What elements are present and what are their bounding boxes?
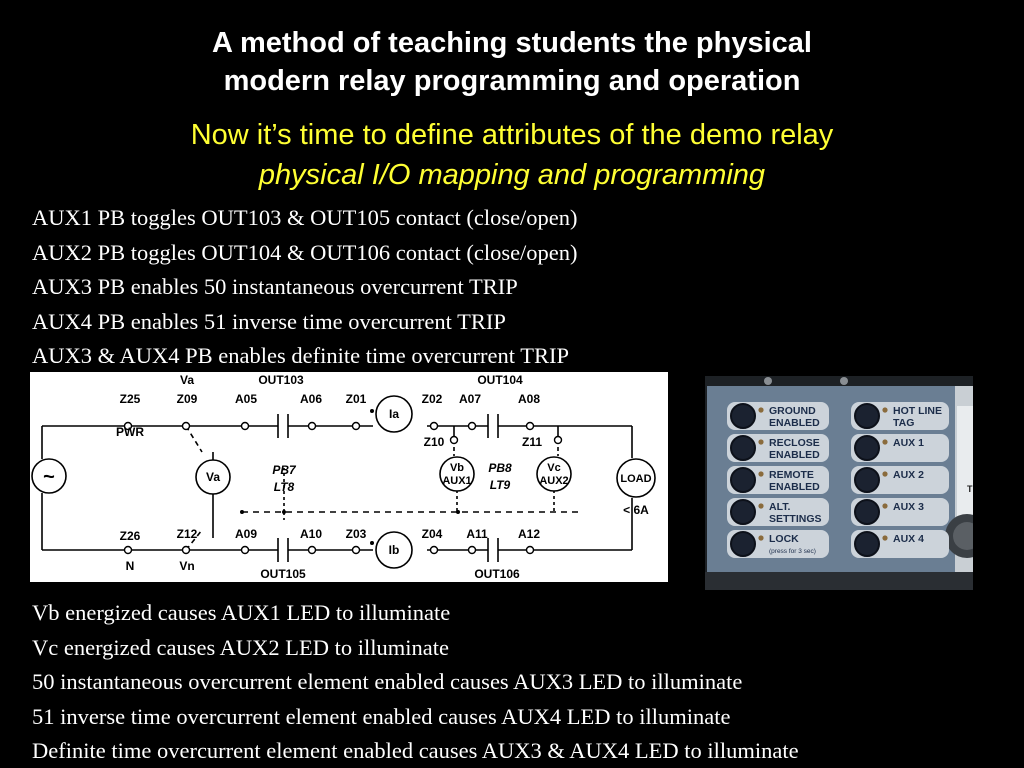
load-rating: < 6A [623,503,649,517]
terminal-label: Z26 [119,529,141,543]
subtitle-line-1: Now it’s time to define attributes of the demo relay [190,119,834,151]
list-item: 50 instantaneous overcurrent element enabled causes AUX3 LED to illuminate [32,669,743,694]
terminal-label: A09 [234,527,258,541]
terminal-label: Z01 [345,392,367,406]
terminal-label: Z11 [521,435,543,449]
label-pwr: PWR [116,425,144,439]
vc-circle-label: Vc [547,462,561,474]
title-line-1: A method of teaching students the physical [212,27,812,59]
label-out104: OUT104 [477,373,523,387]
relay-panel-photo [705,376,973,590]
va-circle-label: Va [205,470,221,484]
panel-button-label: RECLOSE [769,437,820,449]
panel-button-label: AUX 4 [893,533,924,545]
list-item: Vc energized causes AUX2 LED to illuminate [32,634,449,660]
terminal-label: Z25 [119,392,141,406]
panel-button-label: GROUND [769,405,816,417]
subtitle-line-2: physical I/O mapping and programming [258,159,766,191]
relay-wiring-diagram [30,372,668,582]
terminal-label: A11 [466,527,488,541]
list-item: AUX4 PB enables 51 inverse time overcurrent TRIP [32,308,506,334]
panel-button-label: AUX 2 [893,469,924,481]
left-button-column [727,402,829,558]
label-lt9: LT9 [489,478,511,492]
label-pb8: PB8 [488,461,512,475]
list-item: Vb energized causes AUX1 LED to illuminate [32,600,451,625]
panel-button-label: REMOTE [769,469,814,481]
terminal-label: A06 [299,392,323,406]
ib-circle-label: Ib [388,543,400,557]
panel-edge-mark: T [967,484,973,494]
panel-button-label: AUX 3 [893,501,924,513]
list-item: 51 inverse time overcurrent element enabled causes AUX4 LED to illuminate [32,703,731,729]
slide-subtitle [0,115,1024,195]
panel-button-label: AUX 1 [893,437,924,449]
ia-circle-label: Ia [388,407,400,421]
label-n: N [125,559,135,573]
slide-title [0,24,1024,100]
title-line-2: modern relay programming and operation [223,65,801,97]
panel-button-label: ENABLED [769,449,820,461]
pushbutton-mapping-list [32,201,578,374]
led-mapping-list [32,596,799,768]
panel-button-label: ENABLED [769,481,820,493]
label-vn: Vn [179,559,195,573]
right-button-column [851,402,949,558]
aux2-circle-label: AUX2 [539,475,569,487]
vb-circle-label: Vb [449,462,465,474]
aux1-circle-label: AUX1 [442,475,472,487]
terminal-label: Z04 [421,527,443,541]
list-item: AUX1 PB toggles OUT103 & OUT105 contact (close/open) [32,205,578,230]
panel-button-label: HOT LINE [893,405,942,417]
terminal-label: Z09 [176,392,198,406]
ac-source-icon: ~ [43,466,55,488]
list-item: AUX2 PB toggles OUT104 & OUT106 contact (close/open) [32,239,578,265]
terminal-label: Z02 [421,392,443,406]
terminal-label: Z10 [423,435,445,449]
list-item: AUX3 & AUX4 PB enables definite time overcurrent TRIP [32,343,569,368]
list-item: Definite time overcurrent element enabled causes AUX3 & AUX4 LED to illuminate [32,738,799,763]
panel-button-label: ENABLED [769,417,820,429]
panel-button-label: SETTINGS [769,513,822,525]
panel-button-label: LOCK [769,533,799,545]
terminal-label: A10 [299,527,323,541]
label-pb7: PB7 [272,463,296,477]
panel-button-label: TAG [893,417,915,429]
list-item: AUX3 PB enables 50 instantaneous overcurrent TRIP [32,274,518,299]
terminal-label: A07 [458,392,482,406]
label-lt8: LT8 [273,480,295,494]
terminal-label: Z03 [345,527,367,541]
label-out103: OUT103 [258,373,304,387]
terminal-label: A12 [517,527,541,541]
label-out106: OUT106 [474,567,520,581]
terminal-label: A05 [234,392,258,406]
terminal-label: Z12 [176,527,198,541]
label-out105: OUT105 [260,567,306,581]
terminal-label: A08 [517,392,541,406]
panel-button-label: (press for 3 sec) [769,548,816,555]
load-label: LOAD [620,473,652,485]
label-va-top: Va [179,373,195,387]
panel-button-label: ALT. [769,501,791,513]
